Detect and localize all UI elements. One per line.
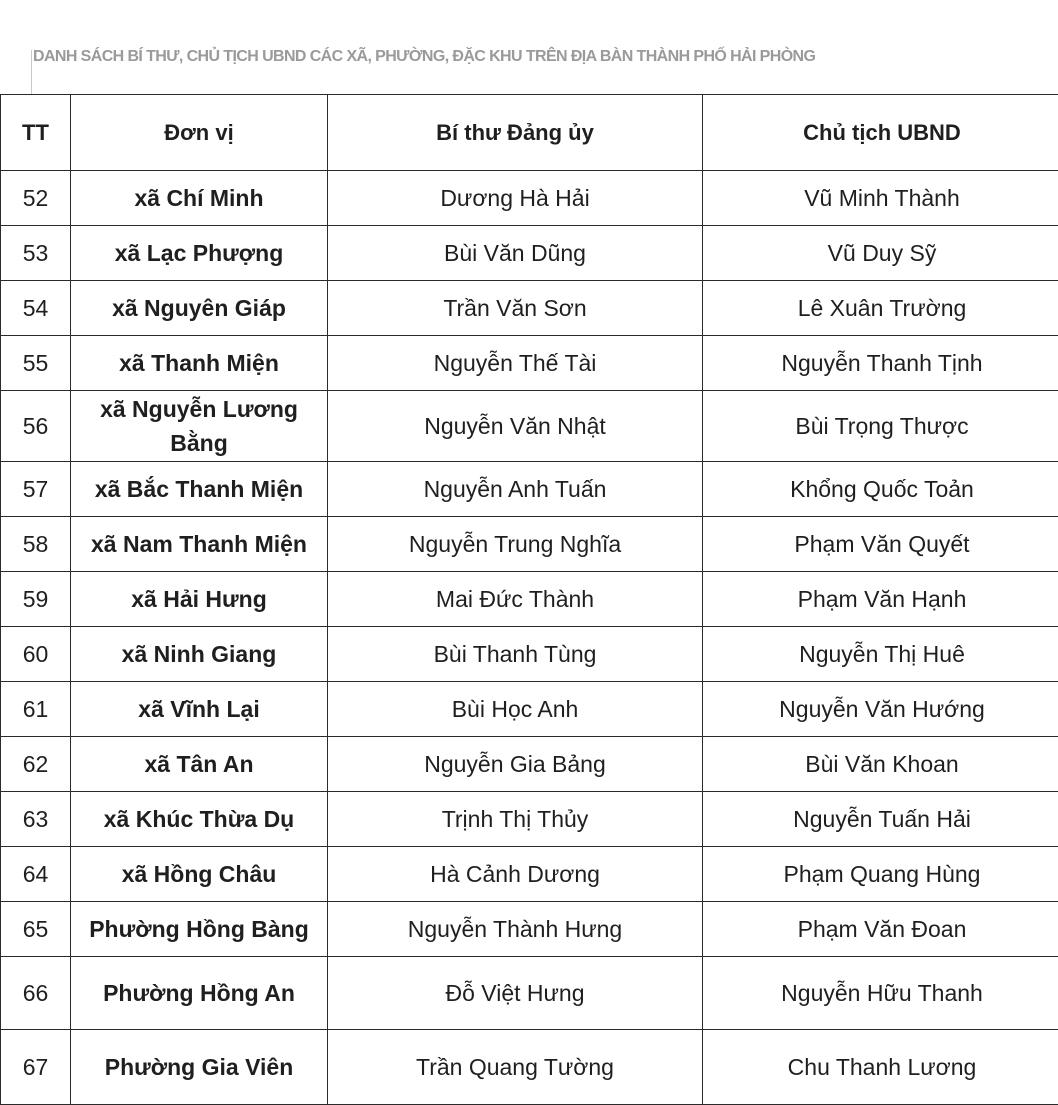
cell-chairman: Nguyễn Thanh Tịnh <box>703 336 1058 391</box>
table-row <box>1 682 1058 737</box>
cell-tt: 61 <box>1 682 71 737</box>
cell-unit: xã Bắc Thanh Miện <box>71 462 328 517</box>
cell-secretary: Dương Hà Hải <box>328 171 703 226</box>
table-row <box>1 847 1058 902</box>
cell-chairman: Vũ Minh Thành <box>703 171 1058 226</box>
table-header-row <box>1 95 1058 171</box>
cell-chairman: Bùi Văn Khoan <box>703 737 1058 792</box>
cell-secretary: Đỗ Việt Hưng <box>328 957 703 1030</box>
cell-unit: Phường Hồng Bàng <box>71 902 328 957</box>
cell-unit: xã Nguyễn Lương Bằng <box>71 391 328 462</box>
cell-unit: xã Chí Minh <box>71 171 328 226</box>
header-secretary: Bí thư Đảng ủy <box>328 95 703 171</box>
table-row <box>1 336 1058 391</box>
cell-unit: xã Vĩnh Lại <box>71 682 328 737</box>
document-title: DANH SÁCH BÍ THƯ, CHỦ TỊCH UBND CÁC XÃ, PHƯỜNG, ĐẶC KHU TRÊN ĐỊA BÀN THÀNH PHỐ HẢI PHÒNG <box>33 48 816 65</box>
leaders-table <box>0 94 1058 1105</box>
cell-unit: xã Nguyên Giáp <box>71 281 328 336</box>
cell-chairman: Vũ Duy Sỹ <box>703 226 1058 281</box>
cell-chairman: Khổng Quốc Toản <box>703 462 1058 517</box>
cell-secretary: Nguyễn Thành Hưng <box>328 902 703 957</box>
cell-tt: 59 <box>1 572 71 627</box>
table-row <box>1 902 1058 957</box>
cell-secretary: Bùi Văn Dũng <box>328 226 703 281</box>
cell-tt: 53 <box>1 226 71 281</box>
cell-unit: xã Thanh Miện <box>71 336 328 391</box>
cell-tt: 56 <box>1 391 71 462</box>
table-row <box>1 226 1058 281</box>
cell-chairman: Nguyễn Thị Huê <box>703 627 1058 682</box>
table-row <box>1 281 1058 336</box>
cell-secretary: Trần Quang Tường <box>328 1030 703 1105</box>
cell-chairman: Bùi Trọng Thược <box>703 391 1058 462</box>
cell-tt: 63 <box>1 792 71 847</box>
cell-secretary: Mai Đức Thành <box>328 572 703 627</box>
cell-chairman: Phạm Văn Hạnh <box>703 572 1058 627</box>
cell-chairman: Phạm Quang Hùng <box>703 847 1058 902</box>
table-row <box>1 391 1058 462</box>
table-row <box>1 627 1058 682</box>
cell-chairman: Phạm Văn Đoan <box>703 902 1058 957</box>
cell-tt: 62 <box>1 737 71 792</box>
cell-unit: xã Khúc Thừa Dụ <box>71 792 328 847</box>
cell-unit: xã Lạc Phượng <box>71 226 328 281</box>
table-row <box>1 171 1058 226</box>
cell-tt: 60 <box>1 627 71 682</box>
cell-tt: 57 <box>1 462 71 517</box>
cell-secretary: Hà Cảnh Dương <box>328 847 703 902</box>
cell-unit: Phường Hồng An <box>71 957 328 1030</box>
cell-tt: 54 <box>1 281 71 336</box>
cell-tt: 67 <box>1 1030 71 1105</box>
cell-chairman: Phạm Văn Quyết <box>703 517 1058 572</box>
cell-chairman: Chu Thanh Lương <box>703 1030 1058 1105</box>
cell-unit: Phường Gia Viên <box>71 1030 328 1105</box>
cell-unit: xã Tân An <box>71 737 328 792</box>
header-unit: Đơn vị <box>71 95 328 171</box>
cell-tt: 58 <box>1 517 71 572</box>
cell-tt: 66 <box>1 957 71 1030</box>
table-row <box>1 1030 1058 1105</box>
cell-chairman: Nguyễn Tuấn Hải <box>703 792 1058 847</box>
cell-tt: 64 <box>1 847 71 902</box>
cell-secretary: Trịnh Thị Thủy <box>328 792 703 847</box>
cell-secretary: Bùi Học Anh <box>328 682 703 737</box>
cell-tt: 55 <box>1 336 71 391</box>
cell-tt: 52 <box>1 171 71 226</box>
cell-secretary: Bùi Thanh Tùng <box>328 627 703 682</box>
cell-secretary: Nguyễn Gia Bảng <box>328 737 703 792</box>
table-row <box>1 737 1058 792</box>
table-row <box>1 517 1058 572</box>
cell-chairman: Nguyễn Hữu Thanh <box>703 957 1058 1030</box>
table-row <box>1 572 1058 627</box>
cell-unit: xã Hồng Châu <box>71 847 328 902</box>
header-chairman: Chủ tịch UBND <box>703 95 1058 171</box>
cell-tt: 65 <box>1 902 71 957</box>
cell-secretary: Nguyễn Anh Tuấn <box>328 462 703 517</box>
cell-chairman: Nguyễn Văn Hướng <box>703 682 1058 737</box>
cell-secretary: Trần Văn Sơn <box>328 281 703 336</box>
cell-unit: xã Ninh Giang <box>71 627 328 682</box>
table-row <box>1 957 1058 1030</box>
text-cursor-marker <box>31 50 32 94</box>
table-row <box>1 792 1058 847</box>
table-row <box>1 462 1058 517</box>
cell-unit: xã Nam Thanh Miện <box>71 517 328 572</box>
cell-secretary: Nguyễn Văn Nhật <box>328 391 703 462</box>
cell-secretary: Nguyễn Thế Tài <box>328 336 703 391</box>
cell-unit: xã Hải Hưng <box>71 572 328 627</box>
cell-chairman: Lê Xuân Trường <box>703 281 1058 336</box>
document-header <box>31 46 1031 94</box>
header-tt: TT <box>1 95 71 171</box>
cell-secretary: Nguyễn Trung Nghĩa <box>328 517 703 572</box>
